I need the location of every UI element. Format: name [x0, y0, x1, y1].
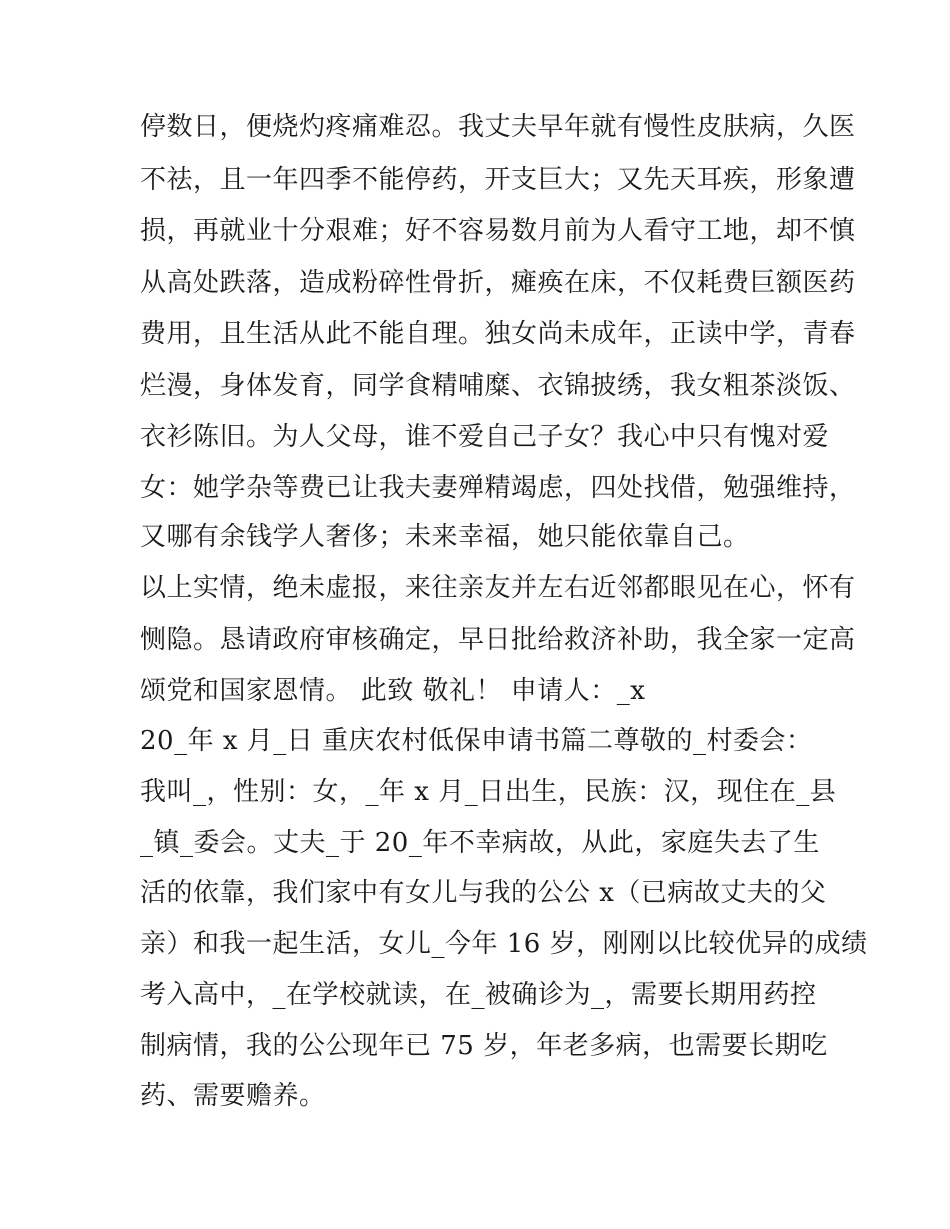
text-line: _镇_委会。丈夫_于 20_年不幸病故，从此，家庭失去了生 — [140, 828, 820, 858]
text-line: 烂漫，身体发育，同学食精哺糜、衣锦披绣，我女粗茶淡饭、 — [140, 371, 856, 401]
text-line: 制病情，我的公公现年已 75 岁，年老多病，也需要长期吃 — [140, 1031, 828, 1061]
text-line: 药、需要赡养。 — [140, 1081, 326, 1111]
text-line: 亲）和我一起生活，女儿_今年 16 岁，刚刚以比较优异的成绩 — [140, 929, 868, 959]
text-line: 停数日，便烧灼疼痛难忍。我丈夫早年就有慢性皮肤病，久医 — [140, 112, 856, 142]
text-line: 损，再就业十分艰难；好不容易数月前为人看守工地，却不慎 — [140, 216, 856, 246]
text-line: 活的依靠，我们家中有女儿与我的公公 x（已病故丈夫的父 — [140, 878, 827, 908]
text-line: 费用，且生活从此不能自理。独女尚未成年，正读中学，青春 — [140, 319, 856, 349]
text-line: 不祛，且一年四季不能停药，开支巨大；又先天耳疾，形象遭 — [140, 165, 856, 195]
text-line: 衣衫陈旧。为人父母，谁不爱自己子女？我心中只有愧对爱 — [140, 422, 830, 452]
text-line: 我叫_，性别：女，_年 x 月_日出生，民族：汉，现住在_县 — [140, 777, 837, 807]
text-line: 颂党和国家恩情。 此致 敬礼！ 申请人：_x — [140, 676, 646, 706]
text-line: 以上实情，绝未虚报，来往亲友并左右近邻都眼见在心，怀有 — [140, 573, 856, 603]
text-line: 恻隐。恳请政府审核确定，早日批给救济补助，我全家一定高 — [140, 625, 856, 655]
text-line: 女：她学杂等费已让我夫妻殚精竭虑，四处找借，勉强维持， — [140, 473, 856, 503]
text-line: 从高处跌落，造成粉碎性骨折，瘫痪在床，不仅耗费巨额医药 — [140, 268, 856, 298]
text-line: 考入高中，_在学校就读，在_被确诊为_，需要长期用药控 — [140, 980, 817, 1010]
text-line: 又哪有余钱学人奢侈；未来幸福，她只能依靠自己。 — [140, 522, 750, 552]
text-line: 20_年 x 月_日 重庆农村低保申请书篇二尊敬的_村委会： — [140, 726, 813, 756]
